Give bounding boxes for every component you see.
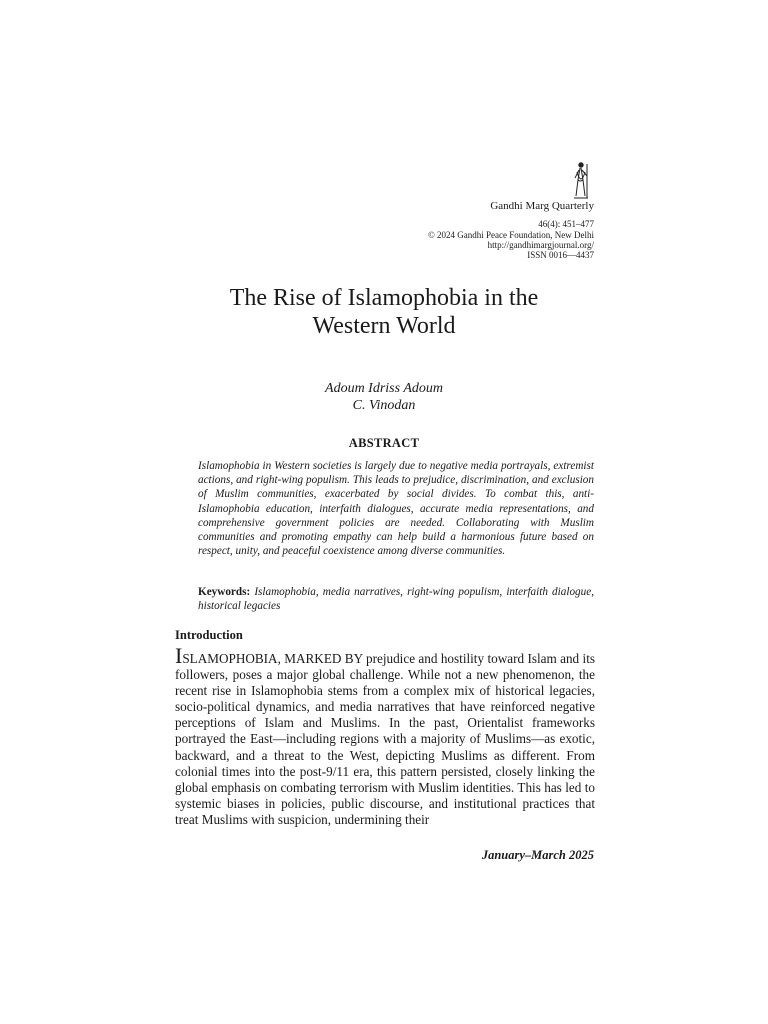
gandhi-walking-figure-icon [568,160,592,200]
introduction-paragraph [175,643,595,828]
journal-volume-pages: 46(4): 451–477 [538,219,594,229]
section-heading-introduction: Introduction [175,628,243,642]
author-name: C. Vinodan [352,398,416,413]
paragraph-lead-smallcaps: SLAMOPHOBIA, MARKED BY [182,651,363,666]
keywords-text: Islamophobia, media narratives, right-wing populism, interfaith dialogue, historical legacies [198,586,595,613]
journal-issn: ISSN 0016—4437 [527,250,594,260]
drop-cap: I [175,643,183,668]
keywords [198,585,594,613]
journal-url[interactable]: http://gandhimargjournal.org/ [487,240,594,250]
issue-date-footer: January–March 2025 [481,848,594,862]
article-title-line-1: The Rise of Islamophobia in the [229,285,539,311]
journal-copyright: © 2024 Gandhi Peace Foundation, New Delhi [427,230,594,240]
abstract-heading: ABSTRACT [348,436,420,450]
article-title [0,284,768,340]
author-name: Adoum Idriss Adoum [325,381,443,396]
journal-name: Gandhi Marg Quarterly [490,200,594,212]
article-title-line-2: Western World [312,313,456,339]
paragraph-body: prejudice and hostility toward Islam and its followers, poses a major global challenge. While not a new phenomenon, the recent rise in Islamophobia stems from a complex mix of historical legacies, socio-political dynamics, and media narratives that have reinforced negative perceptions of Islam and Muslims. In the past, Orientalist frameworks portrayed the East—including regions with a majority of Muslims—as exotic, backward, and a threat to the West, depicting Muslims as different. From colonial times into the post-9/11 era, this pattern persisted, closely linking the global emphasis on combating terrorism with Muslim identities. This has led to systemic biases in policies, public discourse, and institutional practices that treat Muslims with suspicion, undermining their [175,651,595,827]
keywords-label: Keywords: [198,586,251,598]
abstract-text: Islamophobia in Western societies is largely due to negative media portrayals, extremist actions, and right-wing populism. This leads to prejudice, discrimination, and exclusion of Muslim communities, exacerbated by social divides. To combat this, anti-Islamophobia education, interfaith dialogues, accurate media representations, and comprehensive government policies are needed. Collaborating with Muslim communities and promoting empathy can help build a harmonious future based on respect, unity, and peaceful coexistence among diverse communities. [198,460,594,558]
author-list [0,380,768,414]
